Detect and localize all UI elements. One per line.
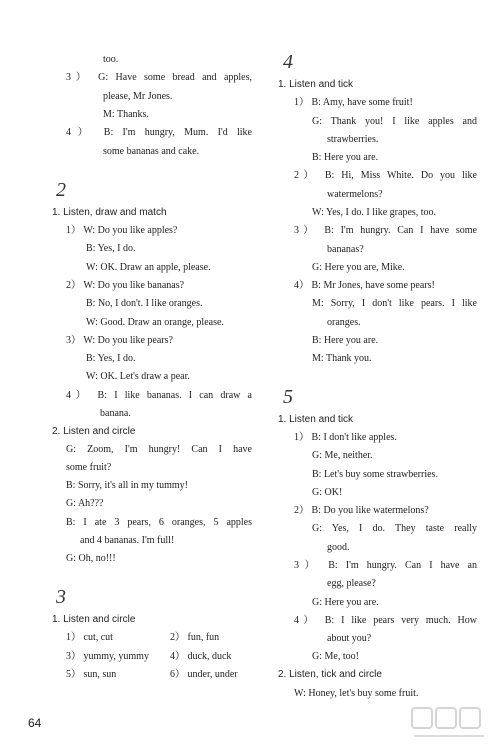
- dialog-line: B: No, I don't. I like oranges.: [86, 298, 203, 309]
- dialog-line: G: Yes, I do. They taste really: [312, 523, 477, 534]
- dialog-line: 3） W: Do you like pears?: [66, 335, 173, 346]
- unit-number-4: 4: [283, 51, 293, 73]
- dialog-line: G: OK!: [312, 487, 343, 498]
- dialog-line: G: Me, neither.: [312, 450, 373, 461]
- word-pair: 1） cut, cut: [66, 632, 113, 643]
- dialog-line: 4） B: Mr Jones, have some pears!: [294, 280, 435, 291]
- dialog-line: banana.: [100, 408, 131, 419]
- dialog-line: strawberries.: [327, 134, 379, 145]
- section-title: 1. Listen and circle: [52, 614, 136, 625]
- dialog-line: bananas?: [327, 244, 364, 255]
- dialog-line: good.: [327, 542, 350, 553]
- dialog-line: 2） B: Do you like watermelons?: [294, 505, 429, 516]
- dialog-line: G: Thank you! I like apples and: [312, 116, 477, 127]
- dialog-line: W: OK. Draw an apple, please.: [86, 262, 211, 273]
- dialog-line: 1） W: Do you like apples?: [66, 225, 178, 236]
- word-pair: 4） duck, duck: [170, 651, 232, 662]
- unit-number-3: 3: [56, 586, 66, 608]
- dialog-line: 2） W: Do you like bananas?: [66, 280, 185, 291]
- dialog-line: W: Yes, I do. I like grapes, too.: [312, 207, 437, 218]
- dialog-line: M: Sorry, I don't like pears. I like: [312, 298, 477, 309]
- dialog-line: 4） B: I like bananas. I can draw a: [66, 390, 252, 401]
- dialog-line: G: Here you are.: [312, 597, 379, 608]
- dialog-line: G: Here you are, Mike.: [312, 262, 405, 273]
- page-number: 64: [28, 716, 42, 730]
- dialog-line: 3） G: Have some bread and apples,: [66, 72, 252, 83]
- dialog-line: B: Yes, I do.: [86, 243, 136, 254]
- section-title: 1. Listen and tick: [278, 414, 354, 425]
- section-title: 2. Listen and circle: [52, 426, 136, 437]
- dialog-line: some fruit?: [66, 462, 112, 473]
- dialog-line: G: Zoom, I'm hungry! Can I have: [66, 444, 252, 455]
- text-line: too.: [103, 54, 119, 65]
- dialog-line: B: I ate 3 pears, 6 oranges, 5 apples: [66, 517, 252, 528]
- word-pair: 2） fun, fun: [170, 632, 220, 643]
- dialog-line: M: Thank you.: [312, 353, 372, 364]
- dialog-line: 4） B: I like pears very much. How: [294, 615, 477, 626]
- dialog-line: 2） B: Hi, Miss White. Do you like: [294, 170, 477, 181]
- dialog-line: G: Ah???: [66, 498, 104, 509]
- dialog-line: B: Yes, I do.: [86, 353, 136, 364]
- dialog-line: about you?: [327, 633, 372, 644]
- section-title: 1. Listen, draw and match: [52, 207, 167, 218]
- dialog-line: M: Thanks.: [103, 109, 149, 120]
- unit-number-2: 2: [56, 179, 66, 201]
- dialog-line: W: OK. Let's draw a pear.: [86, 371, 190, 382]
- dialog-line: B: Let's buy some strawberries.: [312, 469, 438, 480]
- section-title: 1. Listen and tick: [278, 79, 354, 90]
- dialog-line: 3） B: I'm hungry. Can I have some: [294, 225, 477, 236]
- word-pair: 5） sun, sun: [66, 669, 117, 680]
- word-pair: 3） yummy, yummy: [66, 651, 149, 662]
- dialog-line: egg, please?: [327, 578, 376, 589]
- dialog-line: W: Honey, let's buy some fruit.: [294, 688, 419, 699]
- unit-number-5: 5: [283, 386, 293, 408]
- dialog-line: G: Me, too!: [312, 651, 359, 662]
- dialog-line: 3） B: I'm hungry. Can I have an: [294, 560, 477, 571]
- dialog-line: some bananas and cake.: [103, 146, 200, 157]
- dialog-line: B: Here you are.: [312, 335, 379, 346]
- dialog-line: oranges.: [327, 317, 361, 328]
- dialog-line: 4） B: I'm hungry, Mum. I'd like: [66, 127, 252, 138]
- dialog-line: watermelons?: [327, 189, 383, 200]
- dialog-line: 1） B: Amy, have some fruit!: [294, 97, 413, 108]
- dialog-line: 1） B: I don't like apples.: [294, 432, 397, 443]
- dialog-line: W: Good. Draw an orange, please.: [86, 317, 224, 328]
- watermark-logo-icon: [410, 704, 488, 742]
- dialog-line: B: Here you are.: [312, 152, 379, 163]
- dialog-line: and 4 bananas. I'm full!: [80, 535, 175, 546]
- dialog-line: G: Oh, no!!!: [66, 553, 116, 564]
- dialog-line: please, Mr Jones.: [103, 91, 173, 102]
- dialog-line: B: Sorry, it's all in my tummy!: [66, 480, 188, 491]
- section-title: 2. Listen, tick and circle: [278, 669, 382, 680]
- word-pair: 6） under, under: [170, 669, 238, 680]
